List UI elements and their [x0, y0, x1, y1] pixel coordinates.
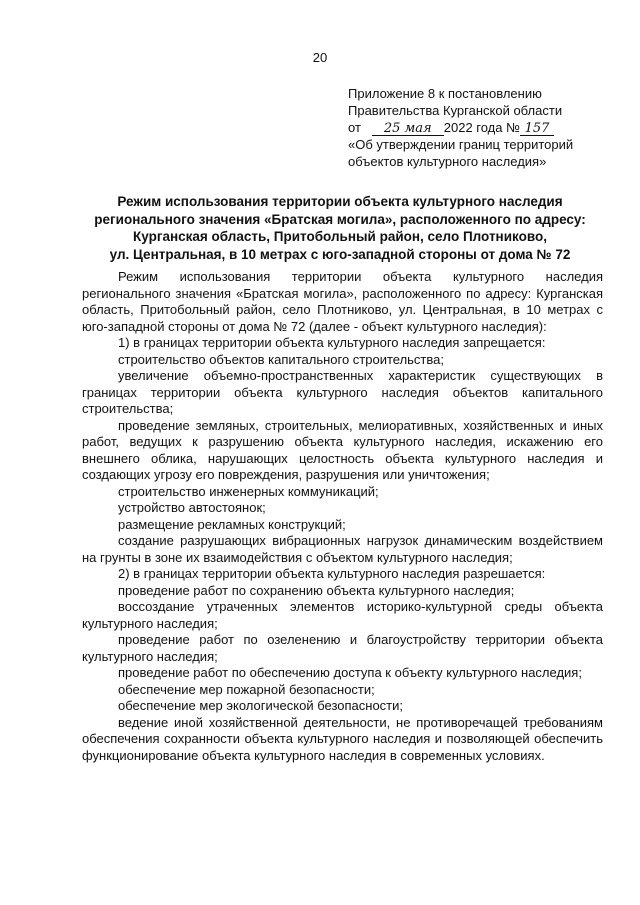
title-line-1: Режим использования территории объекта культурного наследия [117, 194, 563, 209]
list-item: проведение работ по озеленению и благоустройству территории объекта культурного наследия; [82, 632, 603, 664]
list-item: проведение работ по сохранению объекта культурного наследия; [118, 582, 515, 598]
paragraph-permitted-header: 2) в границах территории объекта культурного наследия разрешается: [118, 566, 546, 581]
from-label: от [348, 120, 361, 135]
appendix-line-5: объектов культурного наследия» [348, 154, 547, 169]
list-item: строительство инженерных коммуникаций; [118, 483, 379, 499]
title-line-4: ул. Центральная, в 10 метрах с юго-западной стороны от дома № 72 [109, 246, 571, 262]
appendix-header [348, 85, 618, 170]
page-number: 20 [312, 50, 328, 65]
list-item: воссоздание утраченных элементов историко-культурной среды объекта культурного наследия; [82, 599, 603, 631]
list-item: размещение рекламных конструкций; [118, 516, 346, 532]
list-item: обеспечение мер пожарной безопасности; [118, 681, 375, 697]
handwritten-date: 25 мая [372, 122, 444, 136]
list-item: проведение работ по обеспечению доступа к объекту культурного наследия; [118, 665, 582, 680]
list-item: строительство объектов капитального строительства; [118, 351, 444, 367]
list-item: создание разрушающих вибрационных нагрузок динамическим воздействием на грунты в зоне их взаимодействия с объектом культурного наследия; [82, 533, 603, 565]
handwritten-number: 157 [520, 122, 554, 136]
list-item: ведение иной хозяйственной деятельности, не противоречащей требованиям обеспечения сохранности объекта культурного наследия и позволяющей обеспечить функционирование объекта культурного наследия в современных условиях. [82, 714, 603, 763]
document-body [82, 269, 603, 764]
title-line-3: Курганская область, Притобольный район, село Плотниково, [133, 229, 547, 244]
year-text: 2022 года № [443, 120, 521, 135]
appendix-line-1: Приложение 8 к постановлению [348, 86, 542, 101]
list-item: проведение земляных, строительных, мелиоративных, хозяйственных и иных работ, ведущих к разрушению объекта культурного наследия, искажению его внешнего облика, нарушающих целостность объекта культурного наследия и создающих угрозу его повреждения, разрушения или уничтожения; [82, 417, 603, 482]
list-item: увеличение объемно-пространственных характеристик существующих в границах территории объекта культурного наследия объектов капитального строительства; [82, 368, 603, 416]
paragraph-intro: Режим использования территории объекта культурного наследия регионального значения «Братская могила», расположенного по адресу: Курганская область, Притобольный район, село Плотниково, ул. Центральная, в 10 метрах с юго-западной стороны от дома № 72 (далее - объект культурного наследия): [82, 269, 603, 334]
appendix-line-2: Правительства Курганской области [348, 103, 563, 118]
title-line-2: регионального значения «Братская могила», расположенного по адресу: [94, 211, 586, 227]
list-item: устройство автостоянок; [118, 500, 266, 515]
document-title [80, 193, 600, 263]
list-item: обеспечение мер экологической безопасности; [118, 698, 404, 713]
appendix-date-line [348, 119, 618, 136]
appendix-line-4: «Об утверждении границ территорий [348, 137, 574, 152]
paragraph-prohibited-header: 1) в границах территории объекта культурного наследия запрещается: [118, 335, 546, 350]
